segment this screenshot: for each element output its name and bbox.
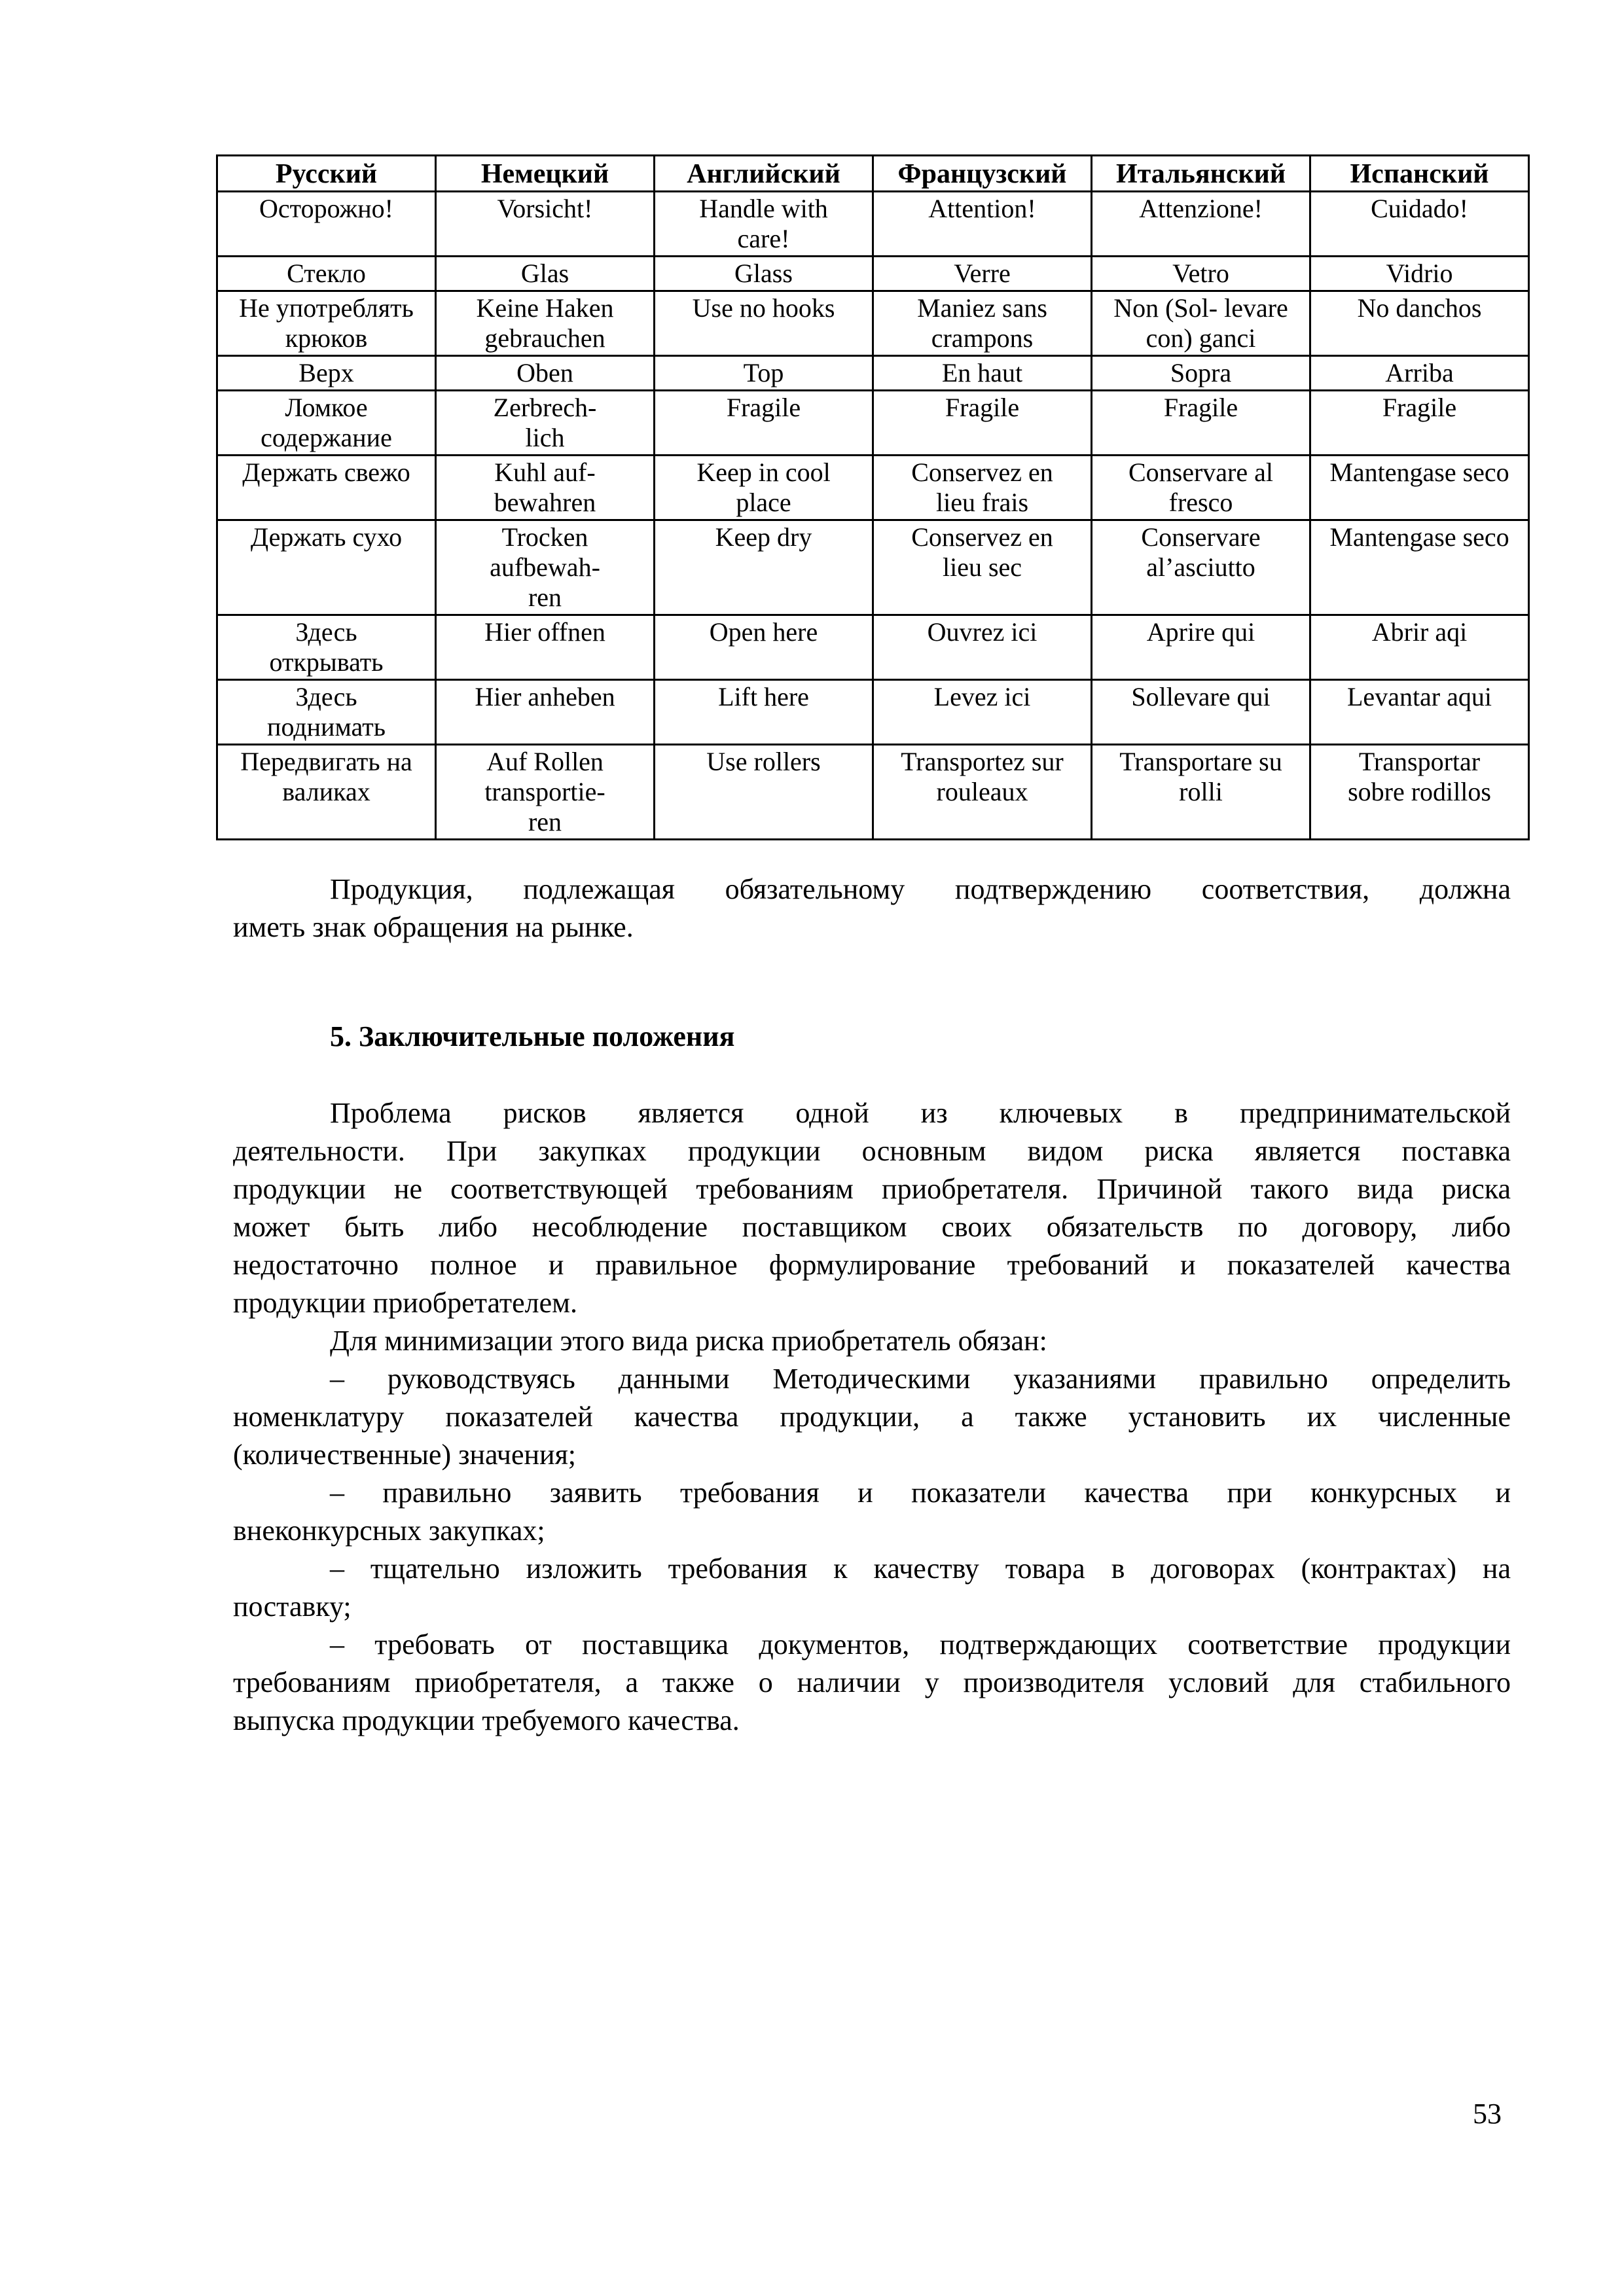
cell-text-line: rouleaux xyxy=(936,777,1028,806)
table-cell xyxy=(1092,192,1310,257)
cell-text-line: Cuidado! xyxy=(1371,194,1468,223)
table-cell xyxy=(873,456,1092,520)
cell-text-line: sobre rodillos xyxy=(1348,777,1491,806)
cell-text-line: Fragile xyxy=(945,393,1020,422)
cell-text-line: открывать xyxy=(269,647,384,677)
cell-text-line: Lift here xyxy=(718,682,809,711)
cell-text-line: Kuhl auf- xyxy=(494,457,596,487)
table-cell xyxy=(217,391,436,456)
table-cell xyxy=(1310,615,1529,680)
cell-text-line: поднимать xyxy=(267,712,386,742)
table-cell xyxy=(655,520,873,615)
cell-text-line: Держать свежо xyxy=(242,457,410,487)
cell-text-line: Hier offnen xyxy=(484,617,605,647)
table-cell xyxy=(1092,745,1310,840)
cell-text-line: Aprire qui xyxy=(1146,617,1255,647)
table-cell xyxy=(873,615,1092,680)
text-line: поставку; xyxy=(233,1590,352,1623)
table-cell xyxy=(217,456,436,520)
text-line: продукции не соответствующей требованиям приобретателя. Причиной такого вида риска xyxy=(233,1173,1511,1205)
bullet-item-3 xyxy=(233,1550,1511,1626)
text-line: – требовать от поставщика документов, подтверждающих соответствие продукции xyxy=(330,1628,1511,1660)
cell-text-line: Fragile xyxy=(1163,393,1238,422)
cell-text-line: крюков xyxy=(285,323,368,353)
table-header-cell: Русский xyxy=(217,156,436,192)
paragraph-minimization xyxy=(233,1322,1511,1360)
table-cell xyxy=(436,391,655,456)
cell-text-line: Keep dry xyxy=(715,522,812,552)
cell-text-line: Oben xyxy=(516,358,573,387)
cell-text-line: Transportar xyxy=(1358,747,1481,776)
text-line: может быть либо несоблюдение поставщиком своих обязательств по договору, либо xyxy=(233,1211,1511,1243)
cell-text-line: ren xyxy=(528,583,562,612)
table-cell xyxy=(217,356,436,391)
table-cell xyxy=(655,391,873,456)
cell-text-line: Attention! xyxy=(928,194,1036,223)
table-cell xyxy=(436,192,655,257)
text-line: требованиям приобретателя, а также о наличии у производителя условий для стабильного xyxy=(233,1666,1511,1698)
cell-text-line: place xyxy=(736,488,791,517)
cell-text-line: aufbewah- xyxy=(490,552,600,582)
cell-text-line: Fragile xyxy=(1382,393,1457,422)
cell-text-line: care! xyxy=(737,224,790,253)
table-header-cell: Английский xyxy=(655,156,873,192)
text-line: – правильно заявить требования и показатели качества при конкурсных и xyxy=(330,1477,1511,1509)
cell-text-line: con) ganci xyxy=(1146,323,1256,353)
table-cell xyxy=(655,356,873,391)
table-row xyxy=(217,257,1529,291)
cell-text-line: Levantar aqui xyxy=(1347,682,1492,711)
table-row xyxy=(217,680,1529,745)
cell-text-line: lieu sec xyxy=(942,552,1022,582)
cell-text-line: Maniez sans xyxy=(917,293,1047,323)
cell-text-line: Vidrio xyxy=(1386,259,1453,288)
text-line: (количественные) значения; xyxy=(233,1439,577,1471)
cell-text-line: Sopra xyxy=(1170,358,1232,387)
table-cell xyxy=(873,291,1092,356)
cell-text-line: Не употреблять xyxy=(239,293,414,323)
cell-text-line: En haut xyxy=(941,358,1023,387)
cell-text-line: lieu frais xyxy=(935,488,1029,517)
text-line: внеконкурсных закупках; xyxy=(233,1515,545,1547)
page-number: 53 xyxy=(1473,2098,1502,2130)
table-cell xyxy=(436,680,655,745)
text-line: продукции приобретателем. xyxy=(233,1287,577,1319)
cell-text-line: Vetro xyxy=(1172,259,1229,288)
cell-text-line: Trocken xyxy=(501,522,588,552)
bullet-item-2 xyxy=(233,1474,1511,1550)
table-cell xyxy=(1092,391,1310,456)
cell-text-line: Keep in cool xyxy=(696,457,831,487)
table-cell xyxy=(1092,456,1310,520)
text-line: недостаточно полное и правильное формулирование требований и показателей качества xyxy=(233,1249,1511,1281)
table-row xyxy=(217,391,1529,456)
table-body xyxy=(217,192,1529,840)
cell-text-line: Attenzione! xyxy=(1139,194,1263,223)
text-line: – руководствуясь данными Методическими указаниями правильно определить xyxy=(330,1363,1511,1395)
cell-text-line: Non (Sol- levare xyxy=(1113,293,1288,323)
table-cell xyxy=(873,391,1092,456)
table-row xyxy=(217,291,1529,356)
table-cell xyxy=(1092,680,1310,745)
paragraph-risk-problem xyxy=(233,1094,1511,1322)
table-cell xyxy=(873,257,1092,291)
table-row xyxy=(217,615,1529,680)
cell-text-line: Use rollers xyxy=(706,747,821,776)
cell-text-line: al’asciutto xyxy=(1146,552,1255,582)
table-cell xyxy=(1310,680,1529,745)
cell-text-line: Здесь xyxy=(295,617,357,647)
cell-text-line: Auf Rollen xyxy=(486,747,604,776)
cell-text-line: Transportare su xyxy=(1119,747,1282,776)
table-cell xyxy=(1310,745,1529,840)
cell-text-line: Arriba xyxy=(1385,358,1454,387)
text-line: иметь знак обращения на рынке. xyxy=(233,911,634,943)
table-cell xyxy=(1310,391,1529,456)
table-cell xyxy=(436,456,655,520)
cell-text-line: Verre xyxy=(954,259,1011,288)
table-cell xyxy=(217,745,436,840)
table-cell xyxy=(217,291,436,356)
cell-text-line: Top xyxy=(743,358,784,387)
cell-text-line: Sollevare qui xyxy=(1131,682,1271,711)
table-cell xyxy=(1310,356,1529,391)
cell-text-line: fresco xyxy=(1168,488,1233,517)
table-cell xyxy=(217,520,436,615)
cell-text-line: Conservez en xyxy=(911,457,1053,487)
table-cell xyxy=(217,680,436,745)
table-cell xyxy=(1310,257,1529,291)
table-header-cell: Испанский xyxy=(1310,156,1529,192)
table-cell xyxy=(436,356,655,391)
table-cell xyxy=(655,680,873,745)
table-cell xyxy=(436,745,655,840)
cell-text-line: Glas xyxy=(520,259,569,288)
table-cell xyxy=(1092,291,1310,356)
cell-text-line: Conservare al xyxy=(1128,457,1273,487)
table-cell xyxy=(873,520,1092,615)
text-line: – тщательно изложить требования к качеству товара в договорах (контрактах) на xyxy=(330,1552,1511,1585)
cell-text-line: transportie- xyxy=(484,777,605,806)
table-cell xyxy=(655,456,873,520)
cell-text-line: Держать сухо xyxy=(250,522,403,552)
table-cell xyxy=(436,257,655,291)
cell-text-line: Vorsicht! xyxy=(497,194,593,223)
text-line: деятельности. При закупках продукции основным видом риска является поставка xyxy=(233,1135,1511,1167)
table-cell xyxy=(873,680,1092,745)
table-cell xyxy=(436,615,655,680)
packaging-marks-table xyxy=(216,154,1530,840)
table-cell xyxy=(1310,456,1529,520)
table-cell xyxy=(655,257,873,291)
cell-text-line: crampons xyxy=(931,323,1034,353)
table-row xyxy=(217,456,1529,520)
text-line: Продукция, подлежащая обязательному подтверждению соответствия, должна xyxy=(330,873,1511,905)
table-cell xyxy=(1092,520,1310,615)
text-line: Проблема рисков является одной из ключевых в предпринимательской xyxy=(330,1097,1511,1129)
table-cell xyxy=(873,356,1092,391)
table-row xyxy=(217,356,1529,391)
table-cell xyxy=(655,192,873,257)
cell-text-line: Open here xyxy=(709,617,818,647)
cell-text-line: gebrauchen xyxy=(484,323,605,353)
table-cell xyxy=(1092,356,1310,391)
cell-text-line: Mantengase seco xyxy=(1329,457,1509,487)
table-cell xyxy=(655,745,873,840)
cell-text-line: Abrir aqi xyxy=(1371,617,1468,647)
cell-text-line: Zerbrech- xyxy=(493,393,597,422)
table-cell xyxy=(436,291,655,356)
section-heading: 5. Заключительные положения xyxy=(330,1020,735,1052)
cell-text-line: rolli xyxy=(1179,777,1223,806)
cell-text-line: lich xyxy=(525,423,565,452)
cell-text-line: Use no hooks xyxy=(692,293,835,323)
cell-text-line: No danchos xyxy=(1357,293,1482,323)
cell-text-line: Handle with xyxy=(699,194,828,223)
table-cell xyxy=(1310,192,1529,257)
cell-text-line: Mantengase seco xyxy=(1329,522,1509,552)
text-line: Для минимизации этого вида риска приобретатель обязан: xyxy=(330,1325,1047,1357)
table-row xyxy=(217,192,1529,257)
table-header-cell: Немецкий xyxy=(436,156,655,192)
paragraph-mark-of-circulation xyxy=(233,870,1511,946)
cell-text-line: Levez ici xyxy=(933,682,1031,711)
bullet-item-4 xyxy=(233,1626,1511,1740)
table-cell xyxy=(1092,257,1310,291)
cell-text-line: Glass xyxy=(734,259,793,288)
table-cell xyxy=(655,291,873,356)
text-line: выпуска продукции требуемого качества. xyxy=(233,1704,740,1736)
table-cell xyxy=(1310,291,1529,356)
text-line: номенклатуру показателей качества продукции, а также установить их численные xyxy=(233,1401,1511,1433)
table-cell xyxy=(655,615,873,680)
cell-text-line: Здесь xyxy=(295,682,357,711)
cell-text-line: Fragile xyxy=(726,393,801,422)
table-cell xyxy=(217,192,436,257)
table-row xyxy=(217,520,1529,615)
table-row xyxy=(217,745,1529,840)
cell-text-line: содержание xyxy=(261,423,392,452)
table-cell xyxy=(217,257,436,291)
cell-text-line: валиках xyxy=(282,777,370,806)
table-cell xyxy=(1310,520,1529,615)
cell-text-line: Передвигать на xyxy=(240,747,412,776)
cell-text-line: Hier anheben xyxy=(475,682,615,711)
table-cell xyxy=(217,615,436,680)
cell-text-line: Стекло xyxy=(287,259,366,288)
bullet-item-1 xyxy=(233,1360,1511,1474)
cell-text-line: ren xyxy=(528,807,562,836)
table-header-cell: Итальянский xyxy=(1092,156,1310,192)
table-header-row xyxy=(217,156,1529,192)
table-cell xyxy=(873,192,1092,257)
cell-text-line: Ломкое xyxy=(285,393,368,422)
cell-text-line: Conservare xyxy=(1141,522,1261,552)
table-cell xyxy=(436,520,655,615)
cell-text-line: bewahren xyxy=(494,488,596,517)
cell-text-line: Ouvrez ici xyxy=(927,617,1038,647)
cell-text-line: Transportez sur xyxy=(901,747,1064,776)
cell-text-line: Conservez en xyxy=(911,522,1053,552)
cell-text-line: Верх xyxy=(298,358,354,387)
cell-text-line: Осторожно! xyxy=(259,194,393,223)
table-cell xyxy=(1092,615,1310,680)
cell-text-line: Keine Haken xyxy=(476,293,614,323)
table-cell xyxy=(873,745,1092,840)
table-header-cell: Французский xyxy=(873,156,1092,192)
